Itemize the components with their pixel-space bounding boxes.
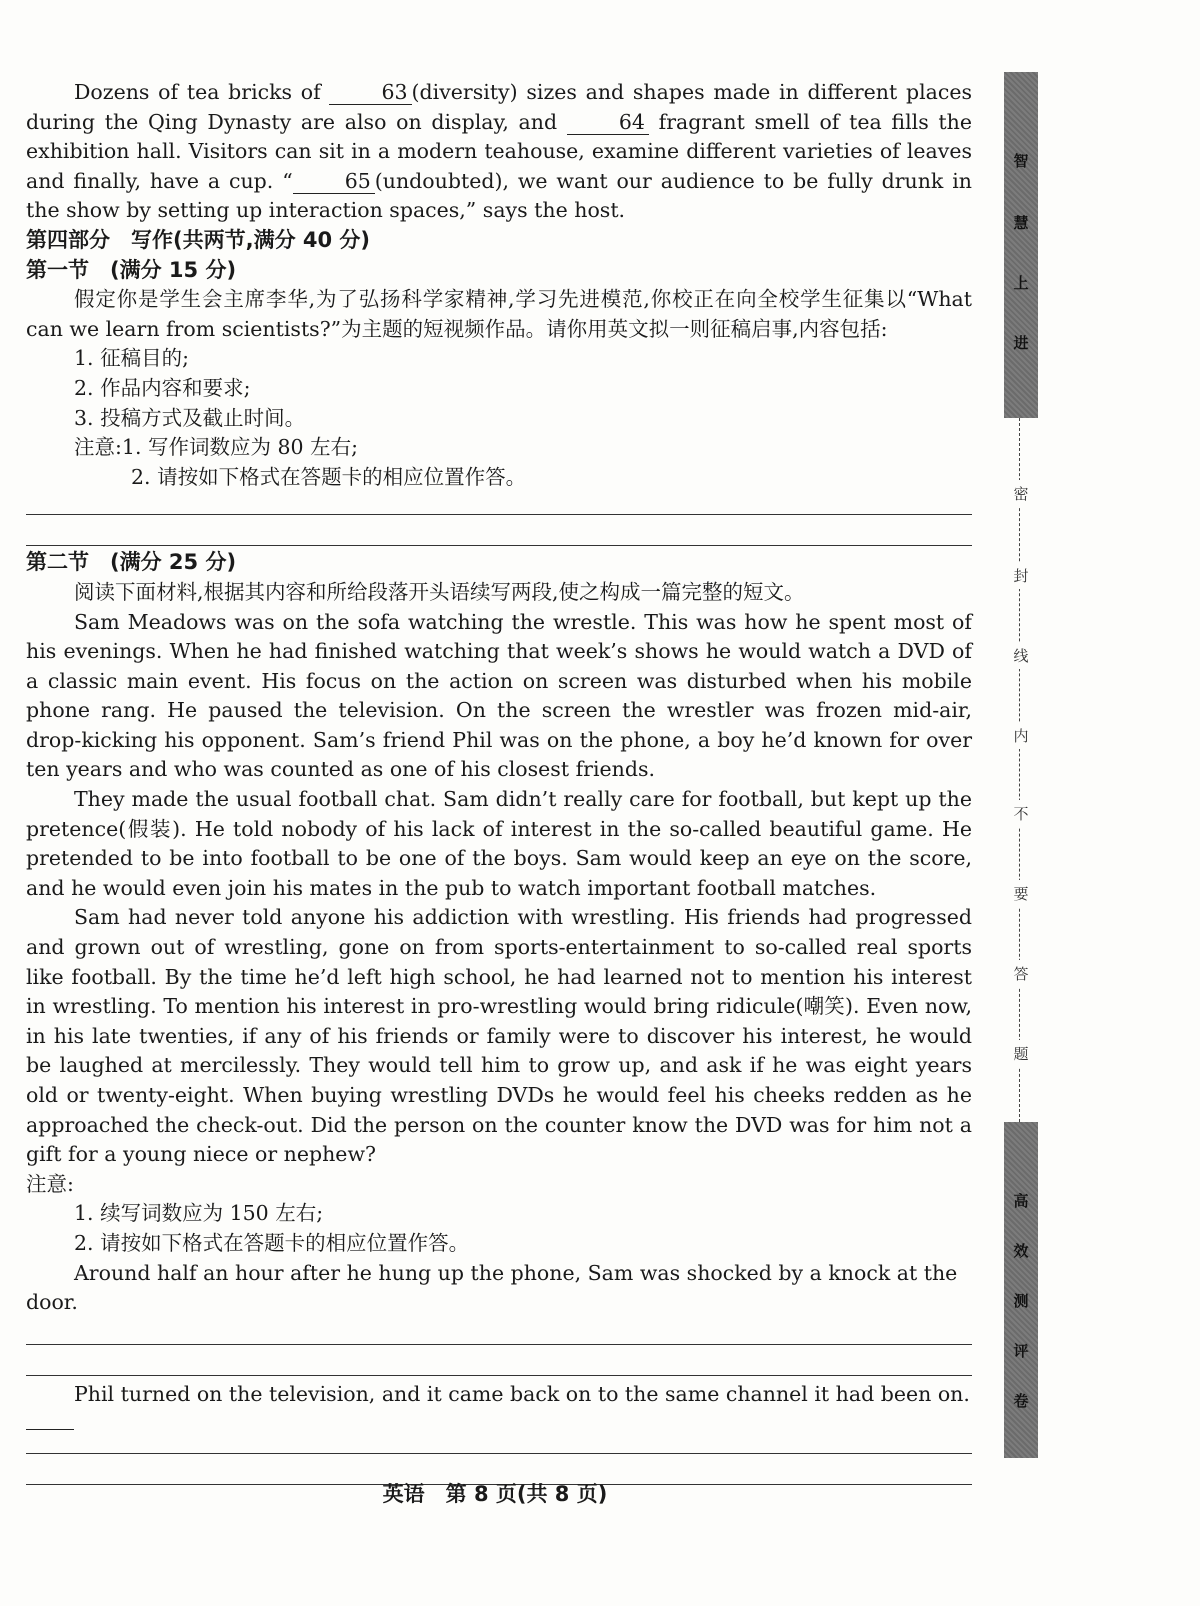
passage-text: (undoubted), we want our audience to be fully drunk in the show by setting up interaction spaces,” says the host. xyxy=(26,168,972,223)
answer-line xyxy=(26,545,972,546)
part4-title: 第四部分 写作(共两节,满分 40 分) xyxy=(26,227,371,252)
opening-sentence-2-text: Phil turned on the television, and it came back on to the same channel it had been on. xyxy=(74,1381,970,1406)
passage-ending-paragraph xyxy=(26,78,972,226)
strip-char: 答 xyxy=(1004,960,1038,987)
section2-title: 第二节 (满分 25 分) xyxy=(26,550,237,575)
strip-char: 卷 xyxy=(1013,1392,1029,1410)
story-paragraph: They made the usual football chat. Sam didn’t really care for football, but kept up the pretence(假装). He told nobody of his lack of interest in the so-called beautiful game. He pretended to be into football to be one of the boys. Sam would keep an eye on the score, and he would even join his mates in the pub to watch important football matches. xyxy=(26,787,972,900)
strip-char: 上 xyxy=(1013,274,1029,292)
answer-blank[interactable] xyxy=(26,1409,74,1430)
passage-text: Dozens of tea bricks of xyxy=(74,80,330,104)
strip-char: 评 xyxy=(1013,1342,1029,1360)
section2-note-title: 注意: xyxy=(26,1171,74,1196)
section1-prompt: 假定你是学生会主席李华,为了弘扬科学家精神,学习先进模范,你校正在向全校学生征集以“What can we learn from scientists?”为主题的短视频作品。请你用英文拟一则征稿启事,内容包括: xyxy=(26,287,972,341)
section1-item: 3. 投稿方式及截止时间。 xyxy=(74,405,306,430)
strip-char: 慧 xyxy=(1013,214,1029,232)
side-strip-top xyxy=(1004,72,1038,418)
story-paragraph: Sam Meadows was on the sofa watching the wrestle. This was how he spent most of his evenings. When he had finished watching that week’s shows he would watch a DVD of a classic main event. His focus on the action on screen was disturbed when his mobile phone rang. He paused the television. On the screen the wrestler was frozen mid-air, drop-kicking his opponent. Sam’s friend Phil was on the phone, a boy he’d known for over ten years and who was counted as one of his closest friends. xyxy=(26,609,972,782)
strip-char: 高 xyxy=(1013,1192,1029,1210)
blank-64[interactable]: 64 xyxy=(567,110,649,135)
answer-line xyxy=(26,1375,972,1376)
story-paragraph: Sam had never told anyone his addiction with wrestling. His friends had progressed and grown out of wrestling, gone on from sports-entertainment to so-called real sports like football. By the time he’d left high school, he had learned not to mention his interest in wrestling. To mention his interest in pro-wrestling would bring ridicule(嘲笑). Even now, in his late twenties, if any of his friends or family were to discover his interest, he would be laughed at mercilessly. They would tell him to grow up, and ask if he was eight years old or twenty-eight. When buying wrestling DVDs he would feel his cheeks redden as he approached the check-out. Did the person on the counter know the DVD was for him not a gift for a young niece or nephew? xyxy=(26,905,972,1167)
page-footer: 英语 第 8 页(共 8 页) xyxy=(382,1482,608,1506)
opening-sentence-2 xyxy=(26,1380,972,1439)
side-strip-middle xyxy=(1004,418,1038,1122)
blank-63[interactable]: 63 xyxy=(329,80,411,105)
section1-item: 2. 作品内容和要求; xyxy=(74,375,251,400)
section1-note: 2. 请按如下格式在答题卡的相应位置作答。 xyxy=(131,464,527,489)
strip-char: 进 xyxy=(1013,334,1029,352)
strip-char: 要 xyxy=(1004,880,1038,907)
strip-char: 效 xyxy=(1013,1242,1029,1260)
strip-char: 封 xyxy=(1004,562,1038,589)
section2-instruction: 阅读下面材料,根据其内容和所给段落开头语续写两段,使之构成一篇完整的短文。 xyxy=(74,579,805,604)
strip-char: 智 xyxy=(1013,152,1029,170)
section1-note: 注意:1. 写作词数应为 80 左右; xyxy=(74,435,359,460)
seal-line xyxy=(1019,418,1020,1122)
passage-text: fragrant smell of tea fills the exhibition hall. Visitors can sit in a modern teahouse, examine different varieties of leaves and finally, have a cup. “ xyxy=(26,109,972,193)
passage-text: (diversity) sizes and shapes made in different places during the Qing Dynasty are also on display, and xyxy=(26,80,973,134)
strip-char: 题 xyxy=(1004,1040,1038,1067)
section1-title: 第一节 (满分 15 分) xyxy=(26,257,237,282)
exam-page xyxy=(26,78,972,1485)
strip-char: 密 xyxy=(1004,480,1038,507)
section2-note: 2. 请按如下格式在答题卡的相应位置作答。 xyxy=(74,1230,470,1255)
section2-note: 1. 续写词数应为 150 左右; xyxy=(74,1201,324,1226)
section1-item: 1. 征稿目的; xyxy=(74,346,189,371)
strip-char: 内 xyxy=(1004,722,1038,749)
strip-char: 线 xyxy=(1004,642,1038,669)
opening-sentence-1: Around half an hour after he hung up the phone, Sam was shocked by a knock at the door. xyxy=(26,1260,958,1315)
strip-char: 不 xyxy=(1004,800,1038,827)
blank-65[interactable]: 65 xyxy=(293,169,375,194)
strip-char: 测 xyxy=(1013,1292,1029,1310)
